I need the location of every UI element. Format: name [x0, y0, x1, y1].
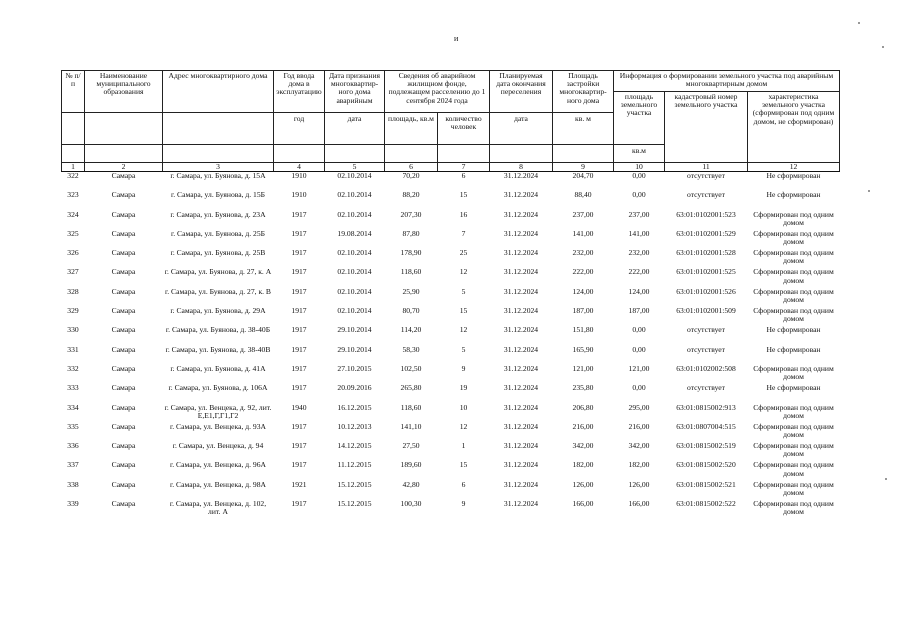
row-characteristic: Не сформирован — [766, 383, 821, 393]
row-planned-end: 31.12.2024 — [503, 383, 539, 393]
unit-kvm: кв. м — [553, 113, 614, 145]
row-cadastral: отсутствует — [687, 190, 725, 200]
row-people: 9 — [461, 363, 466, 373]
row-address: г. Самара, ул. Буянова, д. 38-40В — [165, 344, 271, 354]
row-cadastral: отсутствует — [687, 383, 725, 393]
row-address: г. Самара, ул. Венцека, д. 98А — [169, 479, 267, 489]
row-building-area: 187,00 — [572, 306, 594, 316]
row-cadastral: 63:01:0815002:520 — [676, 460, 736, 470]
row-municipality: Самара — [111, 267, 136, 277]
row-people: 6 — [461, 479, 466, 489]
table-row — [62, 500, 840, 519]
unit-people: количество человек — [438, 113, 490, 145]
row-year: 1917 — [291, 460, 307, 470]
row-people: 15 — [459, 460, 468, 470]
row-recognition-date: 27.10.2015 — [337, 363, 372, 373]
row-year: 1917 — [291, 306, 307, 316]
row-year: 1910 — [291, 190, 307, 200]
row-recognition-date: 20.09.2016 — [337, 383, 372, 393]
row-people: 5 — [461, 344, 466, 354]
row-area: 100,30 — [400, 499, 422, 509]
row-planned-end: 31.12.2024 — [503, 286, 539, 296]
row-people: 15 — [459, 190, 468, 200]
row-municipality: Самара — [111, 441, 136, 451]
row-land-area: 222,00 — [628, 267, 650, 277]
table-row — [62, 326, 840, 345]
row-municipality: Самара — [111, 325, 136, 335]
row-cadastral: 63:01:0815002:521 — [676, 479, 736, 489]
row-planned-end: 31.12.2024 — [503, 228, 539, 238]
row-planned-end: 31.12.2024 — [503, 460, 539, 470]
unit-area: площадь, кв.м — [385, 113, 438, 145]
unit-date: дата — [325, 113, 385, 145]
column-number: 11 — [665, 163, 748, 172]
row-planned-end: 31.12.2024 — [503, 171, 539, 180]
row-address: г. Самара, ул. Венцека, д. 96А — [169, 460, 267, 470]
row-number: 336 — [67, 441, 79, 451]
row-cadastral: 63:01:0815002:522 — [676, 499, 736, 509]
column-number: 4 — [274, 163, 325, 172]
row-year: 1917 — [291, 421, 307, 431]
row-people: 9 — [461, 499, 466, 509]
row-people: 12 — [459, 267, 468, 277]
row-year: 1940 — [291, 402, 307, 412]
row-characteristic: Сформирован под одним домом — [753, 248, 834, 266]
row-municipality: Самара — [111, 421, 136, 431]
row-number: 338 — [67, 479, 79, 489]
row-people: 6 — [461, 171, 466, 180]
row-area: 42,80 — [402, 479, 420, 489]
row-characteristic: Не сформирован — [766, 171, 821, 180]
unit-year: год — [274, 113, 325, 145]
row-area: 189,60 — [400, 460, 422, 470]
row-address: г. Самара, ул. Венцека, д. 94 — [172, 441, 264, 451]
row-area: 58,30 — [402, 344, 420, 354]
unit-blank — [385, 145, 438, 163]
column-number: 10 — [614, 163, 665, 172]
row-building-area: 141,00 — [572, 228, 594, 238]
unit-blank — [553, 145, 614, 163]
row-municipality: Самара — [111, 306, 136, 316]
column-number: 3 — [163, 163, 274, 172]
unit-blank — [85, 145, 163, 163]
unit-land-kvm: кв.м — [614, 145, 665, 163]
row-building-area: 235,80 — [572, 383, 594, 393]
row-year: 1917 — [291, 383, 307, 393]
table-row — [62, 211, 840, 230]
row-municipality: Самара — [111, 344, 136, 354]
row-recognition-date: 02.10.2014 — [337, 248, 372, 258]
row-municipality: Самара — [111, 402, 136, 412]
row-planned-end: 31.12.2024 — [503, 402, 539, 412]
row-number: 335 — [67, 421, 79, 431]
table-row — [62, 442, 840, 461]
row-year: 1910 — [291, 171, 307, 180]
row-year: 1917 — [291, 209, 307, 219]
row-address: г. Самара, ул. Буянова, д. 15А — [170, 171, 266, 180]
table-row — [62, 230, 840, 249]
row-recognition-date: 02.10.2014 — [337, 209, 372, 219]
row-building-area: 124,00 — [572, 286, 594, 296]
header-characteristic: характеристика земельного участка (сформирован под одним домом, не сформирован) — [748, 92, 840, 163]
table-row — [62, 172, 840, 192]
row-planned-end: 31.12.2024 — [503, 306, 539, 316]
row-building-area: 216,00 — [572, 421, 594, 431]
column-number: 5 — [325, 163, 385, 172]
row-municipality: Самара — [111, 499, 136, 509]
header-planned-end: Планируемая дата окончания переселения — [490, 71, 553, 113]
row-address: г. Самара, ул. Буянова, д. 106А — [168, 383, 268, 393]
row-area: 118,60 — [400, 402, 422, 412]
row-land-area: 166,00 — [628, 499, 650, 509]
row-address: г. Самара, ул. Буянова, д. 25В — [170, 248, 266, 258]
table-row — [62, 384, 840, 403]
header-municipality: Наименование муниципального образования — [85, 71, 163, 113]
row-people: 5 — [461, 286, 466, 296]
row-characteristic: Сформирован под одним домом — [753, 228, 834, 247]
row-area: 207,30 — [400, 209, 422, 219]
row-number: 329 — [67, 306, 79, 316]
row-year: 1917 — [291, 499, 307, 509]
row-land-area: 0,00 — [632, 325, 646, 335]
row-planned-end: 31.12.2024 — [503, 479, 539, 489]
row-land-area: 126,00 — [628, 479, 650, 489]
row-area: 25,90 — [402, 286, 420, 296]
row-people: 19 — [459, 383, 468, 393]
header-address: Адрес многоквартирного дома — [163, 71, 274, 113]
row-municipality: Самара — [111, 363, 136, 373]
row-characteristic: Сформирован под одним домом — [753, 421, 834, 440]
row-address: г. Самара, ул. Венцека, д. 102, лит. А — [169, 499, 267, 517]
row-municipality: Самара — [111, 286, 136, 296]
row-people: 12 — [459, 421, 468, 431]
row-number: 328 — [67, 286, 79, 296]
row-building-area: 126,00 — [572, 479, 594, 489]
row-characteristic: Сформирован под одним домом — [753, 460, 834, 478]
row-characteristic: Сформирован под одним домом — [753, 441, 834, 459]
row-planned-end: 31.12.2024 — [503, 499, 539, 509]
row-number: 330 — [67, 325, 79, 335]
row-characteristic: Сформирован под одним домом — [753, 267, 834, 285]
row-building-area: 222,00 — [572, 267, 594, 277]
row-area: 178,90 — [400, 248, 422, 258]
header-land-info: Информация о формировании земельного участка под аварийным многоквартирным домом — [614, 71, 840, 92]
row-people: 15 — [459, 306, 468, 316]
row-address: г. Самара, ул. Буянова, д. 27, к. В — [164, 286, 271, 296]
row-characteristic: Сформирован под одним домом — [753, 499, 834, 517]
row-area: 118,60 — [400, 267, 422, 277]
row-people: 10 — [459, 402, 468, 412]
table-row — [62, 268, 840, 287]
row-number: 326 — [67, 248, 79, 258]
row-number: 323 — [67, 190, 79, 200]
scan-speck — [868, 190, 870, 192]
scan-speck — [885, 478, 887, 480]
row-number: 337 — [67, 460, 79, 470]
row-area: 80,70 — [402, 306, 420, 316]
row-municipality: Самара — [111, 190, 136, 200]
row-recognition-date: 19.08.2014 — [337, 228, 372, 238]
unit-blank — [274, 145, 325, 163]
row-address: г. Самара, ул. Буянова, д. 27, к. А — [164, 267, 272, 277]
row-cadastral: 63:01:0815002:519 — [676, 441, 736, 451]
row-land-area: 141,00 — [628, 228, 650, 238]
row-area: 141,10 — [400, 421, 422, 431]
row-people: 12 — [459, 325, 468, 335]
row-recognition-date: 02.10.2014 — [337, 190, 372, 200]
row-number: 325 — [67, 228, 79, 238]
row-number: 332 — [67, 363, 79, 373]
row-building-area: 165,90 — [572, 344, 594, 354]
row-municipality: Самара — [111, 209, 136, 219]
row-building-area: 121,00 — [572, 363, 594, 373]
row-area: 102,50 — [400, 363, 422, 373]
row-building-area: 204,70 — [572, 171, 594, 180]
row-land-area: 0,00 — [632, 190, 646, 200]
row-area: 265,80 — [400, 383, 422, 393]
table-row — [62, 461, 840, 480]
row-planned-end: 31.12.2024 — [503, 421, 539, 431]
header-recognition-date: Дата признания многоквартир-ного дома аварийным — [325, 71, 385, 113]
row-recognition-date: 02.10.2014 — [337, 306, 372, 316]
unit-blank — [438, 145, 490, 163]
row-characteristic: Сформирован под одним домом — [753, 209, 834, 227]
column-number: 8 — [490, 163, 553, 172]
row-land-area: 216,00 — [628, 421, 650, 431]
row-building-area: 88,40 — [574, 190, 592, 200]
row-year: 1921 — [291, 479, 307, 489]
column-number: 9 — [553, 163, 614, 172]
row-characteristic: Сформирован под одним домом — [753, 479, 834, 497]
row-municipality: Самара — [111, 460, 136, 470]
row-number: 339 — [67, 499, 79, 509]
header-emergency-info: Сведения об аварийном жилищном фонде, подлежащем расселению до 1 сентября 2024 года — [385, 71, 490, 113]
unit-blank — [62, 145, 85, 163]
row-recognition-date: 10.12.2013 — [337, 421, 372, 431]
row-cadastral: отсутствует — [687, 344, 725, 354]
row-year: 1917 — [291, 363, 307, 373]
row-land-area: 187,00 — [628, 306, 650, 316]
row-characteristic: Не сформирован — [766, 190, 821, 200]
row-municipality: Самара — [111, 479, 136, 489]
row-year: 1917 — [291, 344, 307, 354]
row-cadastral: 63:01:0102001:528 — [676, 248, 736, 258]
row-address: г. Самара, ул. Венцека, д. 93А — [169, 421, 267, 431]
unit-blank — [325, 145, 385, 163]
table-row — [62, 346, 840, 365]
row-planned-end: 31.12.2024 — [503, 363, 539, 373]
row-year: 1917 — [291, 286, 307, 296]
header-num: № п/п — [62, 71, 85, 113]
row-year: 1917 — [291, 267, 307, 277]
table-row — [62, 307, 840, 326]
table-row — [62, 423, 840, 442]
row-characteristic: Сформирован под одним домом — [753, 286, 834, 304]
row-year: 1917 — [291, 248, 307, 258]
table-row — [62, 288, 840, 307]
row-municipality: Самара — [111, 248, 136, 258]
row-address: г. Самара, ул. Буянова, д. 38-40Б — [165, 325, 271, 335]
row-address: г. Самара, ул. Буянова, д. 23А — [170, 209, 266, 219]
row-recognition-date: 29.10.2014 — [337, 325, 372, 335]
row-cadastral: 63:01:0102001:529 — [676, 228, 736, 238]
row-municipality: Самара — [111, 383, 136, 393]
row-recognition-date: 29.10.2014 — [337, 344, 372, 354]
column-number: 2 — [85, 163, 163, 172]
row-people: 1 — [461, 441, 466, 451]
scan-speck — [858, 22, 860, 24]
column-number: 1 — [62, 163, 85, 172]
row-recognition-date: 16.12.2015 — [337, 402, 372, 412]
row-municipality: Самара — [111, 228, 136, 238]
row-address: г. Самара, ул. Буянова, д. 29А — [170, 306, 266, 316]
row-building-area: 232,00 — [572, 248, 594, 258]
header-year: Год ввода дома в эксплуатацию — [274, 71, 325, 113]
row-address: г. Самара, ул. Буянова, д. 25Б — [170, 228, 266, 238]
row-planned-end: 31.12.2024 — [503, 325, 539, 335]
row-land-area: 0,00 — [632, 383, 646, 393]
row-number: 333 — [67, 383, 79, 393]
row-planned-end: 31.12.2024 — [503, 344, 539, 354]
row-building-area: 166,00 — [572, 499, 594, 509]
unit-blank — [490, 145, 553, 163]
row-building-area: 206,80 — [572, 402, 594, 412]
row-characteristic: Сформирован под одним домом — [753, 363, 834, 382]
header-land-area: площадь земельного участка — [614, 92, 665, 145]
unit-blank — [163, 145, 274, 163]
row-cadastral: 63:01:0102001:526 — [676, 286, 736, 296]
row-cadastral: 63:01:0102001:509 — [676, 306, 736, 316]
column-number: 7 — [438, 163, 490, 172]
row-land-area: 232,00 — [628, 248, 650, 258]
row-cadastral: 63:01:0102001:523 — [676, 209, 736, 219]
row-area: 70,20 — [402, 171, 420, 180]
row-year: 1917 — [291, 441, 307, 451]
unit-plan-date: дата — [490, 113, 553, 145]
row-characteristic: Сформирован под одним домом — [753, 402, 834, 420]
table-row — [62, 481, 840, 500]
row-area: 27,50 — [402, 441, 420, 451]
row-area: 87,80 — [402, 228, 420, 238]
row-characteristic: Не сформирован — [766, 325, 821, 335]
row-people: 16 — [459, 209, 468, 219]
row-land-area: 237,00 — [628, 209, 650, 219]
column-number: 12 — [748, 163, 840, 172]
row-cadastral: 63:01:0815002:913 — [676, 402, 736, 412]
row-number: 324 — [67, 209, 79, 219]
row-recognition-date: 11.12.2015 — [337, 460, 372, 470]
row-building-area: 342,00 — [572, 441, 594, 451]
table-row — [62, 249, 840, 268]
row-address: г. Самара, ул. Буянова, д. 41А — [170, 363, 266, 373]
row-number: 334 — [67, 402, 79, 412]
row-area: 114,20 — [400, 325, 422, 335]
table-row — [62, 365, 840, 384]
row-characteristic: Не сформирован — [766, 344, 821, 354]
row-land-area: 0,00 — [632, 171, 646, 180]
table-row — [62, 404, 840, 423]
row-land-area: 182,00 — [628, 460, 650, 470]
row-area: 88,20 — [402, 190, 420, 200]
row-cadastral: 63:01:0102002:508 — [676, 363, 736, 373]
scan-speck — [882, 46, 884, 48]
unit-blank — [163, 113, 274, 145]
row-planned-end: 31.12.2024 — [503, 267, 539, 277]
row-number: 327 — [67, 267, 79, 277]
unit-blank — [62, 113, 85, 145]
header-building-area: Площадь застройки многоквартир-ного дома — [553, 71, 614, 113]
row-number: 331 — [67, 344, 79, 354]
row-characteristic: Сформирован под одним домом — [753, 306, 834, 324]
row-cadastral: отсутствует — [687, 171, 725, 180]
row-year: 1917 — [291, 325, 307, 335]
row-planned-end: 31.12.2024 — [503, 190, 539, 200]
row-recognition-date: 15.12.2015 — [337, 499, 372, 509]
row-land-area: 121,00 — [628, 363, 650, 373]
row-recognition-date: 02.10.2014 — [337, 171, 372, 180]
table-body — [62, 172, 840, 520]
row-land-area: 124,00 — [628, 286, 650, 296]
row-cadastral: отсутствует — [687, 325, 725, 335]
row-recognition-date: 02.10.2014 — [337, 267, 372, 277]
row-address: г. Самара, ул. Буянова, д. 15Б — [170, 190, 266, 200]
row-building-area: 151,80 — [572, 325, 594, 335]
row-building-area: 237,00 — [572, 209, 594, 219]
row-recognition-date: 14.12.2015 — [337, 441, 372, 451]
row-cadastral: 63:01:0102001:525 — [676, 267, 736, 277]
row-planned-end: 31.12.2024 — [503, 248, 539, 258]
row-building-area: 182,00 — [572, 460, 594, 470]
row-planned-end: 31.12.2024 — [503, 441, 539, 451]
row-address: г. Самара, ул. Венцека, д. 92, лит. Е,Е1,Г,Г1,Г2 — [164, 402, 272, 420]
row-recognition-date: 02.10.2014 — [337, 286, 372, 296]
row-people: 25 — [459, 248, 468, 258]
table-row — [62, 191, 840, 210]
emergency-housing-table — [61, 70, 840, 519]
row-municipality: Самара — [111, 171, 136, 180]
row-cadastral: 63:01:0807004:515 — [676, 421, 736, 431]
row-recognition-date: 15.12.2015 — [337, 479, 372, 489]
header-cadastral: кадастровый номер земельного участка — [665, 92, 748, 163]
page-number: и — [454, 34, 459, 43]
row-land-area: 0,00 — [632, 344, 646, 354]
row-year: 1917 — [291, 228, 307, 238]
row-planned-end: 31.12.2024 — [503, 209, 539, 219]
row-people: 7 — [461, 228, 466, 238]
unit-blank — [85, 113, 163, 145]
row-land-area: 295,00 — [628, 402, 650, 412]
row-land-area: 342,00 — [628, 441, 650, 451]
row-number: 322 — [67, 171, 79, 180]
column-number: 6 — [385, 163, 438, 172]
